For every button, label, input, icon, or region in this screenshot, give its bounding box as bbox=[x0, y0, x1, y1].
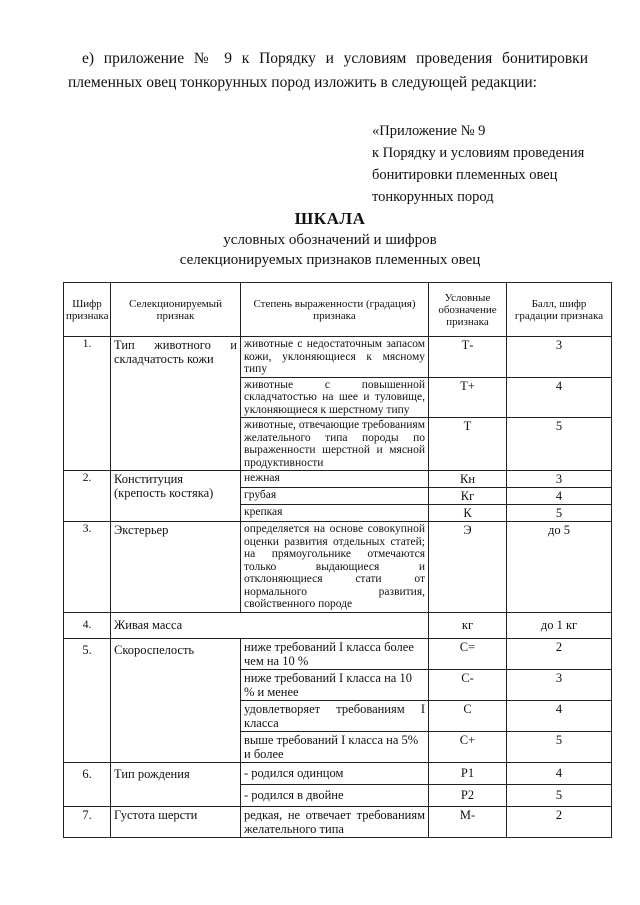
score-cell: до 1 кг bbox=[507, 612, 612, 638]
symbol-cell: Р2 bbox=[429, 784, 507, 806]
symbol-cell: Т bbox=[429, 418, 507, 471]
symbol-cell: К bbox=[429, 505, 507, 522]
degree-cell: ниже требований I класса более чем на 10 % bbox=[241, 638, 429, 669]
symbol-cell: Э bbox=[429, 522, 507, 613]
appendix-line: к Порядку и условиям проведения bbox=[372, 145, 585, 161]
degree-cell: крепкая bbox=[241, 505, 429, 522]
degree-cell: редкая, не отвечает требованиям желательного типа bbox=[241, 806, 429, 837]
degree-cell: животные с повышенной складчатостью на шее и туловище, уклоняющиеся к шерстному типу bbox=[241, 377, 429, 418]
degree-cell: определяется на основе совокупной оценки развития отдельных статей; на прямоугольнике отмечаются только выдающиеся и отклоняющиеся стати от нормального развития, свойственного породе bbox=[241, 522, 429, 613]
scale-table bbox=[63, 282, 612, 838]
table-row bbox=[64, 762, 612, 784]
trait-name: Живая масса bbox=[111, 612, 429, 638]
degree-cell: - родился одинцом bbox=[241, 762, 429, 784]
header-trait: Селекционируемый признак bbox=[111, 283, 241, 337]
symbol-cell: Р1 bbox=[429, 762, 507, 784]
symbol-cell: С+ bbox=[429, 731, 507, 762]
symbol-cell: С= bbox=[429, 638, 507, 669]
degree-cell: ниже требований I класса на 10 % и менее bbox=[241, 669, 429, 700]
score-cell: 5 bbox=[507, 784, 612, 806]
symbol-cell: Кн bbox=[429, 471, 507, 488]
appendix-line: тонкорунных пород bbox=[372, 189, 494, 205]
table-row bbox=[64, 612, 612, 638]
symbol-cell: Кг bbox=[429, 488, 507, 505]
table-row bbox=[64, 471, 612, 488]
degree-cell: выше требований I класса на 5% и более bbox=[241, 731, 429, 762]
degree-cell: животные с недостаточным запасом кожи, уклоняющиеся к мясному типу bbox=[241, 337, 429, 378]
appendix-line: «Приложение № 9 bbox=[372, 123, 486, 139]
score-cell: 5 bbox=[507, 418, 612, 471]
document-subtitle: селекционируемых признаков племенных овец bbox=[179, 252, 481, 268]
table-header-row bbox=[64, 283, 612, 337]
document-subtitle: условных обозначений и шифров bbox=[223, 232, 437, 248]
trait-name: Тип рождения bbox=[111, 762, 241, 806]
symbol-cell: Т+ bbox=[429, 377, 507, 418]
appendix-heading bbox=[372, 120, 622, 208]
trait-name: Экстерьер bbox=[111, 522, 241, 613]
score-cell: 5 bbox=[507, 505, 612, 522]
score-cell: 4 bbox=[507, 700, 612, 731]
symbol-cell: Т- bbox=[429, 337, 507, 378]
trait-name: Густота шерсти bbox=[111, 806, 241, 837]
header-code: Шифр признака bbox=[64, 283, 111, 337]
score-cell: 4 bbox=[507, 762, 612, 784]
trait-code: 5. bbox=[64, 638, 111, 762]
score-cell: 5 bbox=[507, 731, 612, 762]
trait-code: 6. bbox=[64, 762, 111, 806]
degree-cell: грубая bbox=[241, 488, 429, 505]
symbol-cell: М- bbox=[429, 806, 507, 837]
trait-name: Скороспелость bbox=[111, 638, 241, 762]
trait-code: 7. bbox=[64, 806, 111, 837]
degree-cell: животные, отвечающие требованиям желательного типа породы по выраженности шерстной и мясной продуктивности bbox=[241, 418, 429, 471]
header-score: Балл, шифр градации признака bbox=[507, 283, 612, 337]
score-cell: 3 bbox=[507, 471, 612, 488]
header-degree: Степень выраженности (градация) признака bbox=[241, 283, 429, 337]
trait-name: Тип животного и складчатость кожи bbox=[111, 337, 241, 471]
degree-cell: нежная bbox=[241, 471, 429, 488]
symbol-cell: С bbox=[429, 700, 507, 731]
score-cell: 4 bbox=[507, 377, 612, 418]
trait-name: Конституция (крепость костяка) bbox=[111, 471, 241, 522]
degree-cell: удовлетворяет требованиям I класса bbox=[241, 700, 429, 731]
symbol-cell: С- bbox=[429, 669, 507, 700]
trait-code: 4. bbox=[64, 612, 111, 638]
table-row bbox=[64, 806, 612, 837]
table-row bbox=[64, 638, 612, 669]
intro-paragraph: е) приложение № 9 к Порядку и условиям проведения бонитировки племенных овец тонкорунных пород изложить в следующей редакции: bbox=[68, 50, 588, 91]
score-cell: 2 bbox=[507, 806, 612, 837]
document-title: ШКАЛА bbox=[294, 209, 366, 228]
score-cell: 3 bbox=[507, 669, 612, 700]
score-cell: 4 bbox=[507, 488, 612, 505]
trait-code: 2. bbox=[64, 471, 111, 522]
header-symbol: Условные обозначение признака bbox=[429, 283, 507, 337]
score-cell: 2 bbox=[507, 638, 612, 669]
score-cell: 3 bbox=[507, 337, 612, 378]
table-row bbox=[64, 337, 612, 378]
appendix-line: бонитировки племенных овец bbox=[372, 167, 558, 183]
score-cell: до 5 bbox=[507, 522, 612, 613]
trait-code: 3. bbox=[64, 522, 111, 613]
title-block bbox=[90, 208, 570, 270]
table-row bbox=[64, 522, 612, 613]
symbol-cell: кг bbox=[429, 612, 507, 638]
trait-code: 1. bbox=[64, 337, 111, 471]
degree-cell: - родился в двойне bbox=[241, 784, 429, 806]
